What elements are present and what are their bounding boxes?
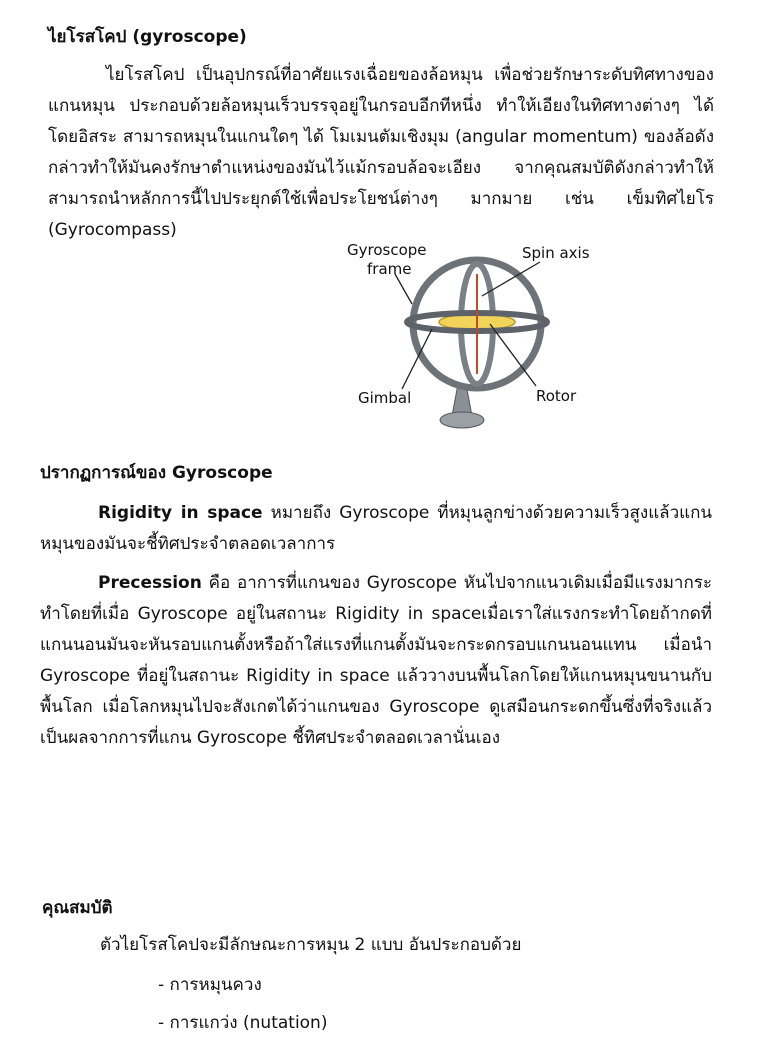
label-frame: frame (367, 260, 412, 278)
label-spin-axis: Spin axis (522, 244, 590, 262)
label-gimbal: Gimbal (358, 389, 412, 407)
phenomena-heading: ปรากฏการณ์ของ Gyroscope (40, 463, 273, 483)
properties-heading: คุณสมบัติ (42, 898, 113, 918)
stand-base (440, 412, 484, 428)
list-item: - การหมุนควง (158, 975, 262, 995)
gyroscope-figure (340, 234, 610, 434)
rigidity-paragraph (40, 498, 712, 560)
label-rotor: Rotor (536, 387, 577, 405)
frame-leader-line (395, 274, 412, 304)
precession-text: คือ อาการที่แกนของ Gyroscope หันไปจากแนวเดิมเมื่อมีแรงมากระทำโดยที่เมื่อ Gyroscope อยู่ในสถานะ Rigidity in spaceเมื่อเราใส่แรงกระทำโดยถ้ากดที่แกนนอนมันจะหันรอบแกนตั้งหรือถ้าใส่แรงที่แกนตั้งมันจะกระดกรอบแกนนอนแทน เมื่อนำ Gyroscope ที่อยู่ในสถานะ Rigidity in space แล้ววางบนพื้นโลกโดยให้แกนหมุนขนานกับพื้นโลก เมื่อโลกหมุนไปจะสังเกตได้ว่าแกนของ Gyroscope ดูเสมือนกระดกขึ้นซึ่งที่จริงแล้วเป็นผลจากการที่แกน Gyroscope ชี้ทิศประจำตลอดเวลานั่นเอง (40, 573, 712, 748)
label-gyroscope: Gyroscope (347, 241, 427, 259)
intro-paragraph: ไยโรสโคป เป็นอุปกรณ์ที่อาศัยแรงเฉื่อยของล้อหมุน เพื่อช่วยรักษาระดับทิศทางของแกนหมุน ประกอบด้วยล้อหมุนเร็วบรรจุอยู่ในกรอบอีกทีหนึ่ง ทำให้เอียงในทิศทางต่างๆ ได้โดยอิสระ สามารถหมุนในแกนใดๆ ได้ โมเมนตัมเชิงมุม (angular momentum) ของล้อดังกล่าวทำให้มันคงรักษาตำแหน่งของมันไว้แม้กรอบล้อจะเอียง จากคุณสมบัติดังกล่าวทำให้สามารถนำหลักการนี้ไปประยุกต์ใช้เพื่อประโยชน์ต่างๆ มากมาย เช่น เข็มทิศไยโร (Gyrocompass) (48, 65, 714, 240)
rigidity-text: หมายถึง Gyroscope ที่หมุนลูกข่างด้วยความเร็วสูงแล้วแกนหมุนของมันจะชี้ทิศประจำตลอดเวลาการ (40, 503, 712, 554)
precession-paragraph (40, 568, 712, 754)
list-item: - การแกว่ง (nutation) (158, 1013, 328, 1033)
page-title: ไยโรสโคป (gyroscope) (48, 27, 247, 47)
properties-intro: ตัวไยโรสโคปจะมีลักษณะการหมุน 2 แบบ อันประกอบด้วย (100, 935, 522, 955)
precession-term: Precession (98, 573, 202, 593)
rigidity-term: Rigidity in space (98, 503, 263, 523)
